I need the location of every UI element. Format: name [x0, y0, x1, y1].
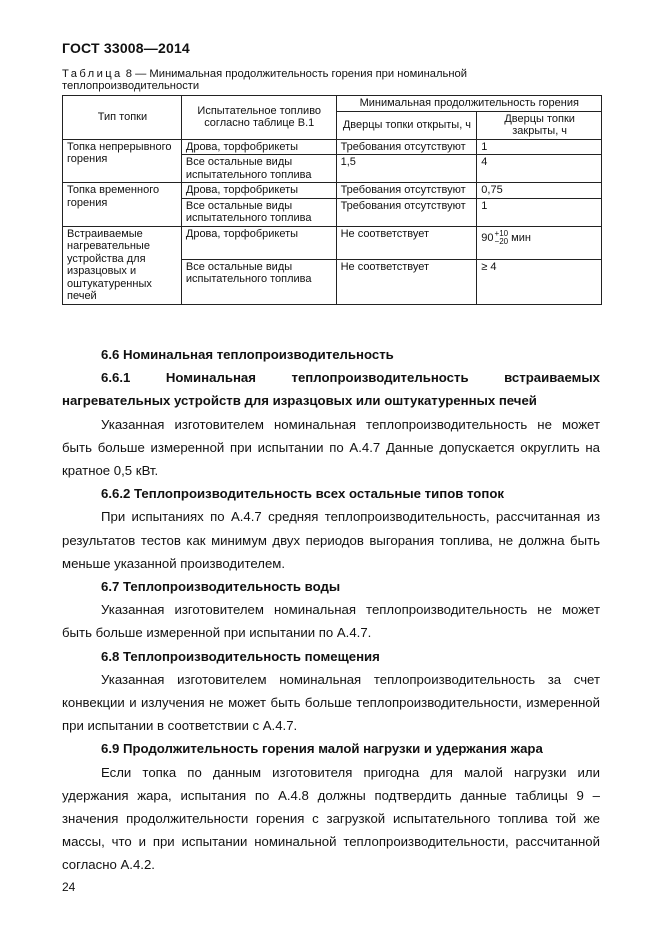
cell-fuel: Все остальные виды испытательного топлива [181, 155, 336, 183]
section-6-6-1-text: Указанная изготовителем номинальная теплопроизводительность не может быть больше измеренной при испытании по А.4.7 Данные допускается округлить на кратное 0,5 кВт. [62, 416, 600, 479]
body-text [62, 343, 600, 877]
table-caption [62, 68, 602, 92]
section-6-9-text: Если топка по данным изготовителя пригодна для малой нагрузки или удержания жара, испытания по А.4.8 должны подтвердить данные таблицы 9 – значения продолжительности горения с загрузкой испытательного топлива той же массы, что и при испытании номинальной теплопроизводительности, рассчитанной согласно А.4.2. [62, 764, 600, 873]
table-row [63, 139, 602, 155]
cell-open: Требования отсутствуют [336, 139, 477, 155]
header-fuel: Испытательное топливо согласно таблице В.1 [181, 96, 336, 140]
table-row [63, 183, 602, 199]
section-6-6-heading: 6.6 Номинальная теплопроизводительность [101, 347, 394, 362]
cell-closed [477, 226, 602, 259]
tolerance-upper: +10 [494, 228, 509, 238]
tolerance-lower: −20 [494, 236, 509, 246]
header-min-duration: Минимальная продолжительность горения [336, 96, 601, 112]
cell-fuel: Дрова, торфобрикеты [181, 139, 336, 155]
cell-type: Топка временного горения [63, 183, 182, 227]
tolerance [495, 230, 509, 246]
cell-closed: 4 [477, 155, 602, 183]
section-6-6-2-text: При испытаниях по А.4.7 средняя теплопроизводительность, рассчитанная из результатов тестов как минимум двух периодов выгорания топлива, не должна быть меньше указанной производителем. [62, 509, 600, 571]
cell-closed: 1 [477, 198, 602, 226]
table-caption-label: Таблица [62, 68, 123, 80]
cell-closed: 1 [477, 139, 602, 155]
table-caption-text: 8 — Минимальная продолжительность горения при номинальной теплопроизводительности [62, 68, 467, 92]
cell-open: Не соответствует [336, 259, 477, 304]
document-header: ГОСТ 33008—2014 [62, 40, 190, 56]
cell-fuel: Дрова, торфобрикеты [181, 183, 336, 199]
closed-unit: мин [508, 231, 531, 244]
section-6-7-heading: 6.7 Теплопроизводительность воды [101, 579, 341, 595]
cell-open: Требования отсутствуют [336, 198, 477, 226]
section-6-6-1-heading: 6.6.1 Номинальная теплопроизводительность встраиваемых нагревательных устройств для изразцовых или оштукатуренных печей [62, 370, 600, 409]
section-6-8-heading: 6.8 Теплопроизводительность помещения [101, 648, 380, 664]
table-row [63, 226, 602, 259]
cell-open: Не соответствует [336, 226, 477, 259]
cell-type: Встраиваемые нагревательные устройства для изразцовых и оштукатуренных печей [63, 226, 182, 304]
cell-fuel: Все остальные виды испытательного топлива [181, 259, 336, 304]
header-doors-open: Дверцы топки открыты, ч [336, 111, 477, 139]
min-burn-duration-table [62, 95, 602, 305]
cell-fuel: Все остальные виды испытательного топлива [181, 198, 336, 226]
cell-open: Требования отсутствуют [336, 183, 477, 199]
header-doors-closed: Дверцы топки закрыты, ч [477, 111, 602, 139]
section-6-6-2-heading: 6.6.2 Теплопроизводительность всех остальные типов топок [101, 486, 504, 502]
closed-value: 90 [481, 231, 494, 244]
header-type: Тип топки [63, 96, 182, 140]
section-6-8-text: Указанная изготовителем номинальная теплопроизводительность за счет конвекции и излучения не может быть больше теплопроизводительности, измеренной при испытании в соответствии с А.4.7. [62, 671, 600, 734]
cell-type: Топка непрерывного горения [63, 139, 182, 183]
page-number: 24 [62, 880, 76, 894]
cell-closed: ≥ 4 [477, 259, 602, 304]
cell-fuel: Дрова, торфобрикеты [181, 226, 336, 259]
cell-open: 1,5 [336, 155, 477, 183]
cell-closed: 0,75 [477, 183, 602, 199]
section-6-9-heading: 6.9 Продолжительность горения малой нагрузки и удержания жара [101, 741, 543, 757]
table-header-row [63, 96, 602, 112]
section-6-7-text: Указанная изготовителем номинальная теплопроизводительность не может быть больше измеренной при испытании по А.4.7. [62, 602, 600, 641]
